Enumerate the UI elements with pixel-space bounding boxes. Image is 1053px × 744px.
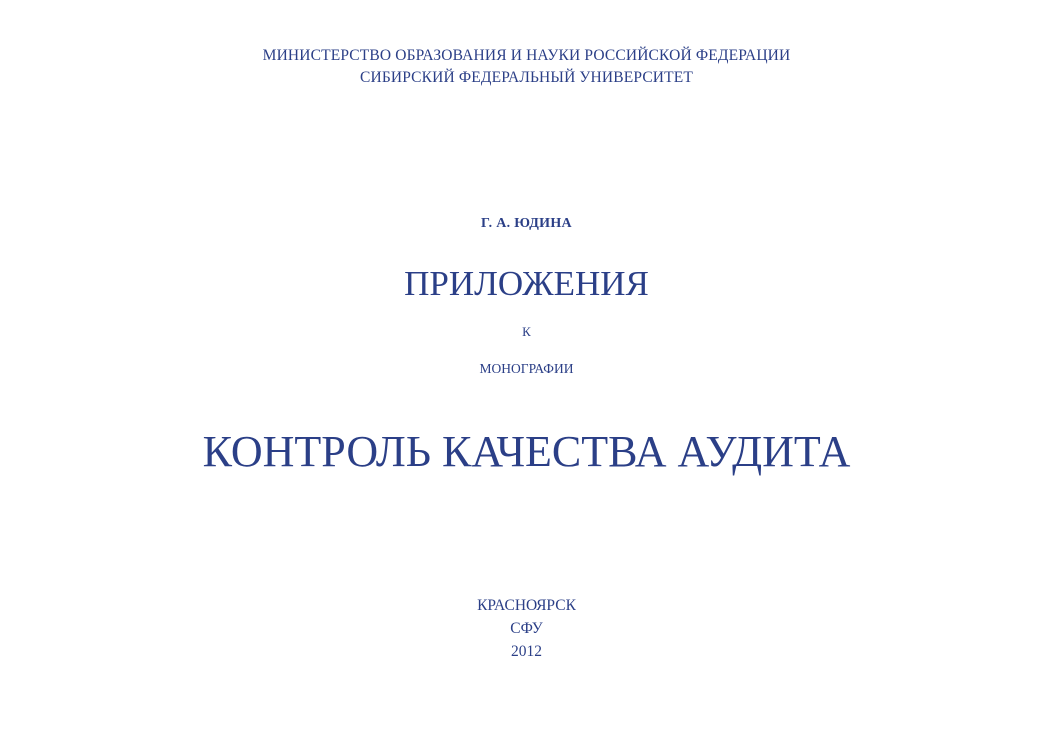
university-name: СИБИРСКИЙ ФЕДЕРАЛЬНЫЙ УНИВЕРСИТЕТ xyxy=(359,69,693,86)
monograph-label: МОНОГРАФИИ xyxy=(479,361,574,376)
imprint-publisher: СФУ xyxy=(510,620,543,637)
monograph-title: КОНТРОЛЬ КАЧЕСТВА АУДИТА xyxy=(202,427,851,476)
imprint-year: 2012 xyxy=(511,643,542,660)
ministry-name: МИНИСТЕРСТВО ОБРАЗОВАНИЯ И НАУКИ РОССИЙСКОЙ ФЕДЕРАЦИИ xyxy=(262,47,791,64)
document-title: ПРИЛОЖЕНИЯ xyxy=(404,264,649,303)
author-name: Г. А. ЮДИНА xyxy=(481,216,572,231)
imprint-city: КРАСНОЯРСК xyxy=(477,597,576,614)
preposition-to: К xyxy=(522,324,531,339)
